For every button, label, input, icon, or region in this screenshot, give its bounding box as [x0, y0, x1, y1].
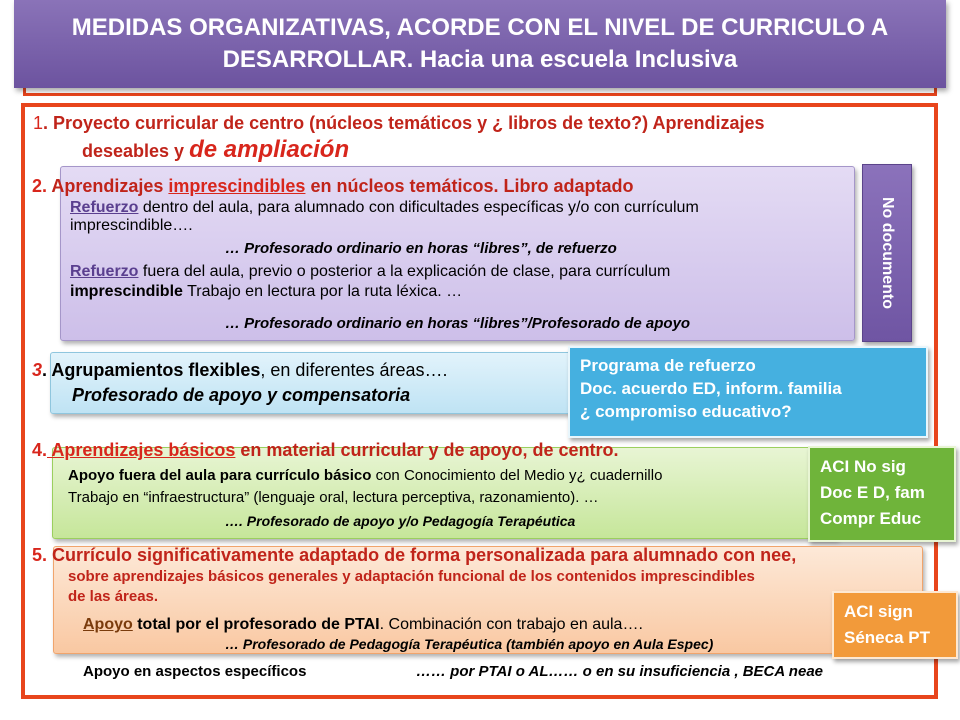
item-2-post: en núcleos temáticos. Libro adaptado: [305, 176, 634, 196]
item-3-text-bold: . Agrupamientos flexibles: [42, 360, 261, 380]
item-5-apoyo: [83, 616, 643, 634]
callout-orange-line-2: Séneca PT: [844, 628, 930, 647]
no-documento-tag: [862, 164, 912, 342]
item-2-r1-text-2: imprescindible….: [70, 217, 193, 234]
item-4-line-1-text: con Conocimiento del Medio y¿ cuadernillo: [371, 467, 663, 484]
item-2-pre: Aprendizajes: [47, 176, 169, 196]
item-2-r2-imprescindible: imprescindible: [70, 283, 183, 300]
item-1-number: 1: [33, 113, 44, 133]
item-2-r2-note: … Profesorado ordinario en horas “libres”/Profesorado de apoyo: [225, 315, 691, 332]
callout-orange-line-1: ACI sign: [844, 602, 913, 621]
item-2-heading: [32, 176, 634, 197]
item-5-heading: [32, 545, 796, 566]
item-5-apoyo-bold: total por el profesorado de PTAI: [132, 616, 380, 633]
item-2-r1-text: dentro del aula, para alumnado con dificultades específicas y/o con currículum: [138, 199, 699, 216]
refuerzo-label-1: Refuerzo: [70, 199, 139, 216]
item-1-text-2: deseables y: [82, 141, 190, 161]
item-1-line-2: [82, 136, 349, 164]
title-line-1: MEDIDAS ORGANIZATIVAS, ACORDE CON EL NIVEL DE CURRICULO A: [71, 14, 889, 41]
item-3-note: Profesorado de apoyo y compensatoria: [72, 385, 411, 405]
item-3-text: , en diferentes áreas….: [260, 360, 448, 380]
callout-blue-line-3: ¿ compromiso educativo?: [580, 402, 792, 421]
item-5-title: Currículo significativamente adaptado de forma personalizada para alumnado con nee,: [47, 545, 797, 565]
callout-blue-line-1: Programa de refuerzo: [580, 356, 756, 375]
item-2-r2: [70, 263, 670, 281]
item-2-r2-text: fuera del aula, previo o posterior a la explicación de clase, para currículum: [138, 263, 671, 280]
item-4-apoyo-bold: Apoyo fuera del aula para currículo básico: [68, 467, 372, 484]
programa-refuerzo-callout: [568, 346, 928, 438]
item-2-number: 2.: [32, 176, 48, 196]
item-2-emphasis: imprescindibles: [168, 176, 306, 196]
item-4-heading: [32, 440, 619, 461]
item-4-post: en material curricular y de apoyo, de centro.: [235, 440, 619, 460]
aci-sign-callout: [832, 591, 958, 659]
slide-title: [14, 0, 946, 88]
item-2-r1-note: … Profesorado ordinario en horas “libres”, de refuerzo: [225, 240, 617, 257]
item-4-line-2: Trabajo en “infraestructura” (lenguaje oral, lectura perceptiva, razonamiento). …: [68, 489, 599, 506]
footer-left: Apoyo en aspectos específicos: [83, 663, 307, 680]
item-4-emphasis: Aprendizajes básicos: [47, 440, 236, 460]
item-5-note: … Profesorado de Pedagogía Terapéutica (también apoyo en Aula Espec): [225, 636, 714, 652]
apoyo-label: Apoyo: [83, 616, 133, 633]
title-line-2: DESARROLLAR. Hacia una escuela Inclusiva: [222, 46, 738, 73]
item-4-note: …. Profesorado de apoyo y/o Pedagogía Terapéutica: [225, 513, 576, 529]
item-2-r2-text-2: Trabajo en lectura por la ruta léxica. …: [182, 283, 463, 300]
item-2-r2-line-2: [70, 283, 462, 301]
item-1-emphasis: de ampliación: [189, 136, 350, 163]
callout-green-line-2: Doc E D, fam: [820, 483, 925, 502]
item-5-sub-1: sobre aprendizajes básicos generales y adaptación funcional de los contenidos imprescindibles: [68, 568, 755, 585]
callout-green-line-1: ACI No sig: [820, 457, 906, 476]
item-5-number: 5.: [32, 545, 48, 565]
item-2-r1: [70, 199, 699, 217]
aci-no-sig-callout: [808, 446, 956, 542]
callout-blue-line-2: Doc. acuerdo ED, inform. familia: [580, 379, 842, 398]
refuerzo-label-2: Refuerzo: [70, 263, 139, 280]
item-5-apoyo-text: . Combinación con trabajo en aula….: [379, 616, 643, 633]
item-1-text: . Proyecto curricular de centro (núcleos temáticos y ¿ libros de texto?) Aprendizajes: [43, 113, 765, 133]
item-3-heading: [32, 360, 448, 381]
item-5-sub-2: de las áreas.: [68, 588, 159, 605]
item-1-line-1: [33, 113, 765, 134]
item-4-line-1: [68, 467, 662, 484]
footer-right: …… por PTAI o AL…… o en su insuficiencia , BECA neae: [416, 663, 823, 680]
item-4-number: 4.: [32, 440, 48, 460]
item-3-number: 3: [32, 360, 43, 380]
callout-green-line-3: Compr Educ: [820, 509, 922, 528]
no-documento-label: No documento: [879, 197, 896, 309]
